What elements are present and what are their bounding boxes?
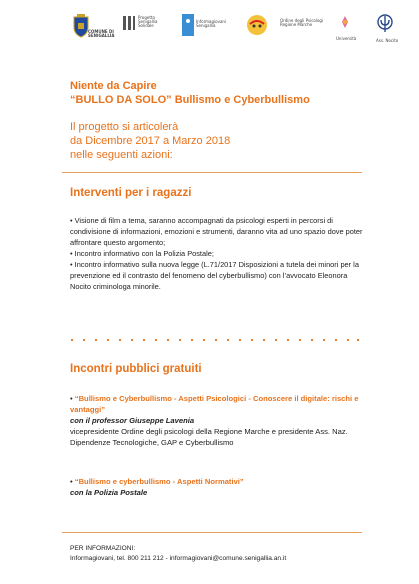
section-title-ragazzi: Interventi per i ragazzi bbox=[70, 187, 192, 199]
footer-contact: Informagiovani, tel. 800 211 212 - informagiovani@comune.senigallia.an.it bbox=[70, 555, 287, 562]
project-subtitle: “BULLO DA SOLO” Bullismo e Cyberbullismo bbox=[70, 94, 310, 106]
divider bbox=[62, 172, 362, 173]
psi-icon bbox=[376, 14, 394, 34]
paragraph-film: • Visione di film a tema, saranno accompagnati da psicologi esperti in percorsi di condivisione di informazioni, emozioni e strumenti, daranno vita ad uno spazio dove poter affrontare questo argomento; bbox=[70, 216, 363, 247]
columns-icon bbox=[122, 14, 136, 32]
talk-1-title: • “Bullismo e Cyberbullismo - Aspetti Psicologici - Conoscere il digitale: rischi e vantaggi” bbox=[70, 394, 359, 414]
univ-logo bbox=[336, 14, 362, 41]
nocito-label: Ass. Nocito bbox=[376, 38, 399, 43]
footer-label: PER INFORMAZIONI: bbox=[70, 545, 136, 552]
informagiovani-label: Informagiovani Senigallia bbox=[196, 19, 227, 29]
intro-line-2: da Dicembre 2017 a Marzo 2018 bbox=[70, 135, 231, 147]
paragraph-polizia: • Incontro informativo con la Polizia Postale; bbox=[70, 249, 214, 258]
univ-icon bbox=[336, 14, 354, 32]
ordine-label: Ordine degli Psicologi Regione Marche bbox=[280, 18, 324, 28]
talk-psicologici bbox=[70, 393, 380, 448]
smile-logo bbox=[246, 14, 272, 41]
footer bbox=[70, 544, 286, 564]
paragraph-legge: • Incontro informativo sulla nuova legge (L.71/2017 Disposizioni a tutela dei minori per la prevenzione ed il contrasto del fenomeno del cyberbullismo) con l’avvocato Eleonora Nocito criminologa minorile. bbox=[70, 260, 359, 291]
comune-label: COMUNE DI SENIGALLIA bbox=[88, 29, 115, 39]
talk-1-description: vicepresidente Ordine degli psicologi della Regione Marche e presidente Ass. Naz. Dipendenze Tecnologiche, GAP e Cyberbullismo bbox=[70, 427, 348, 447]
project-title: Niente da Capire bbox=[70, 80, 157, 92]
talk-1-speaker: con il professor Giuseppe Lavenia bbox=[70, 416, 195, 425]
intro-line-1: Il progetto si articolerà bbox=[70, 121, 179, 133]
intro-line-3: nelle seguenti azioni: bbox=[70, 149, 173, 161]
nocito-logo bbox=[376, 14, 406, 43]
footer-divider bbox=[62, 532, 362, 533]
informagiovani-icon bbox=[182, 14, 194, 36]
smile-icon bbox=[246, 14, 268, 36]
section-ragazzi-body bbox=[70, 215, 370, 292]
informagiovani-logo bbox=[182, 14, 227, 41]
logo-row bbox=[70, 14, 405, 54]
comune-logo bbox=[70, 14, 115, 39]
progetto-logo bbox=[122, 14, 160, 37]
dotted-separator bbox=[70, 338, 360, 342]
progetto-label: Progetto Senigallia Solidale bbox=[138, 15, 158, 29]
talk-normativi bbox=[70, 476, 380, 498]
intro-block bbox=[70, 120, 230, 162]
talk-2-title: • “Bullismo e cyberbullismo - Aspetti Normativi” bbox=[70, 477, 244, 486]
univ-label: Università bbox=[336, 36, 357, 41]
section-title-incontri: Incontri pubblici gratuiti bbox=[70, 363, 202, 375]
talk-2-speaker: con la Polizia Postale bbox=[70, 488, 148, 497]
ordine-logo bbox=[280, 19, 324, 27]
